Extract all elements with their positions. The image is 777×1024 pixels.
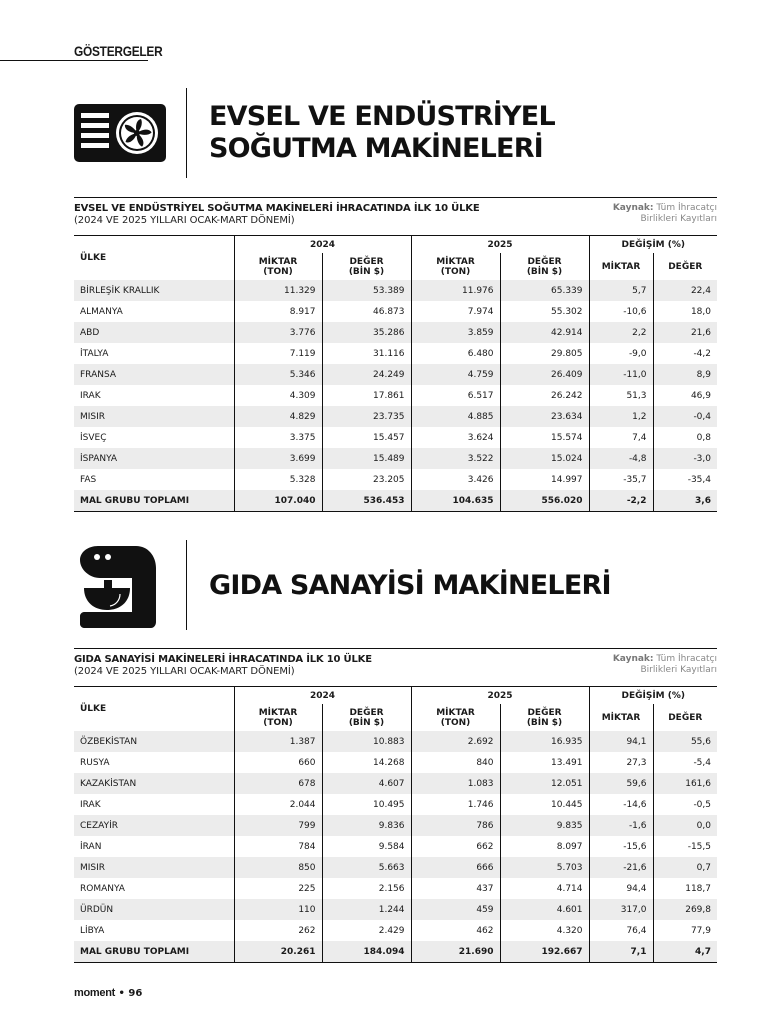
table-row	[74, 815, 717, 836]
cell-dv: 0,8	[653, 427, 717, 448]
cell-dv: 269,8	[653, 899, 717, 920]
col-val-2025	[500, 704, 589, 731]
cell-dq: 94,1	[589, 731, 653, 752]
val-label: DEĞER	[527, 256, 562, 267]
cell-q24: 678	[234, 773, 322, 794]
cell-q24: 11.329	[234, 280, 322, 301]
cell-dq: -4,8	[589, 448, 653, 469]
cell-q25: 437	[411, 878, 500, 899]
cell-q25: 1.083	[411, 773, 500, 794]
col-2025: 2025	[411, 236, 589, 254]
val-label: DEĞER	[349, 256, 384, 267]
cell-dv: -0,4	[653, 406, 717, 427]
cell-dq: 2,2	[589, 322, 653, 343]
table-row	[74, 794, 717, 815]
table-row	[74, 406, 717, 427]
cell-dq: 5,7	[589, 280, 653, 301]
divider	[186, 540, 187, 630]
cell-v25: 23.634	[500, 406, 589, 427]
cell-dq: -35,7	[589, 469, 653, 490]
cell-q24: 3.776	[234, 322, 322, 343]
table-title: GIDA SANAYİSİ MAKİNELERİ İHRACATINDA İLK 10 ÜLKE	[74, 654, 372, 665]
cell-q25: 104.635	[411, 490, 500, 512]
table-row	[74, 427, 717, 448]
cell-v24: 2.429	[322, 920, 411, 941]
cell-country: KAZAKİSTAN	[74, 773, 234, 794]
cell-v25: 26.242	[500, 385, 589, 406]
cell-v24: 53.389	[322, 280, 411, 301]
section-label: GÖSTERGELER	[74, 43, 163, 59]
cell-dv: 0,0	[653, 815, 717, 836]
cell-q25: 1.746	[411, 794, 500, 815]
cell-country: MAL GRUBU TOPLAMI	[74, 941, 234, 963]
cell-v25: 55.302	[500, 301, 589, 322]
unit-label: (TON)	[440, 266, 471, 277]
cell-q24: 4.829	[234, 406, 322, 427]
cell-country: MISIR	[74, 857, 234, 878]
qty-label: MİKTAR	[258, 256, 298, 267]
source-line-1: Tüm İhracatçı	[656, 654, 717, 664]
exports-table	[74, 235, 717, 512]
section-title: GIDA SANAYİSİ MAKİNELERİ	[209, 570, 611, 601]
cell-v25: 4.714	[500, 878, 589, 899]
cell-country: RUSYA	[80, 757, 110, 768]
footer	[74, 987, 142, 999]
cell-q25: 2.692	[411, 731, 500, 752]
cell-v25: 5.703	[500, 857, 589, 878]
cell-q25: 6.480	[411, 343, 500, 364]
cell-q25: 4.885	[411, 406, 500, 427]
cell-country: BİRLEŞİK KRALLIK	[74, 280, 234, 301]
unit-label: (TON)	[440, 717, 471, 728]
cell-dv: -3,0	[653, 448, 717, 469]
val-label: DEĞER	[527, 707, 562, 718]
cell-country: MAL GRUBU TOPLAMI	[74, 490, 234, 512]
table-subtitle: (2024 VE 2025 YILLARI OCAK-MART DÖNEMİ)	[74, 215, 295, 226]
cell-v25: 42.914	[500, 322, 589, 343]
cell-q24: 20.261	[234, 941, 322, 963]
col-qty-2025	[411, 253, 500, 280]
table-row	[74, 773, 717, 794]
cell-dv: 161,6	[653, 773, 717, 794]
cell-country: ÜRDÜN	[74, 899, 234, 920]
cell-q25: 840	[411, 752, 500, 773]
cell-v25: 10.445	[500, 794, 589, 815]
cell-v24: 46.873	[322, 301, 411, 322]
cell-country: CEZAYİR	[74, 815, 234, 836]
cell-v25: 13.491	[500, 752, 589, 773]
table-row	[74, 878, 717, 899]
cell-country: İSPANYA	[74, 448, 234, 469]
table-title: EVSEL VE ENDÜSTRİYEL SOĞUTMA MAKİNELERİ İHRACATINDA İLK 10 ÜLKE	[74, 203, 480, 214]
cell-v24: 5.663	[322, 857, 411, 878]
cell-v24: 10.495	[322, 794, 411, 815]
cell-dv: -5,4	[653, 752, 717, 773]
cell-v24: 536.453	[322, 490, 411, 512]
page-number: 96	[128, 988, 143, 999]
cell-dv: 0,7	[653, 857, 717, 878]
unit-label: (BİN $)	[348, 717, 385, 728]
cell-q24: 660	[234, 752, 322, 773]
cell-q24: 5.328	[234, 469, 322, 490]
cell-v25: 15.574	[500, 427, 589, 448]
cell-dv: 46,9	[653, 385, 717, 406]
cell-q24: 107.040	[234, 490, 322, 512]
cell-v25: 15.024	[500, 448, 589, 469]
cell-dq: -14,6	[589, 794, 653, 815]
col-change: DEĞİŞİM (%)	[589, 687, 717, 705]
cell-q24: 225	[234, 878, 322, 899]
cell-q25: 786	[411, 815, 500, 836]
table-row	[74, 857, 717, 878]
cell-dv: 18,0	[653, 301, 717, 322]
unit-label: (BİN $)	[348, 266, 385, 277]
cell-v24: 4.607	[322, 773, 411, 794]
cell-v24: 9.836	[322, 815, 411, 836]
cell-country: ABD	[74, 322, 234, 343]
cell-v24: 35.286	[322, 322, 411, 343]
cell-q25: 3.522	[411, 448, 500, 469]
cell-v25: 4.320	[500, 920, 589, 941]
cell-country: FRANSA	[74, 364, 234, 385]
col-change-qty: MİKTAR	[589, 253, 653, 280]
cell-v25: 29.805	[500, 343, 589, 364]
cell-dv: 3,6	[653, 490, 717, 512]
total-row	[74, 941, 717, 963]
cell-v24: 23.205	[322, 469, 411, 490]
cell-dv: -4,2	[653, 343, 717, 364]
cell-country: MISIR	[74, 406, 234, 427]
cell-q24: 850	[234, 857, 322, 878]
cell-q25: 21.690	[411, 941, 500, 963]
cell-v24: 31.116	[322, 343, 411, 364]
cell-dq: 27,3	[589, 752, 653, 773]
cell-q25: 666	[411, 857, 500, 878]
cell-dq: 7,4	[589, 427, 653, 448]
cell-country: ALMANYA	[80, 306, 123, 317]
cell-q25: 462	[411, 920, 500, 941]
col-val-2025	[500, 253, 589, 280]
cell-v25: 8.097	[500, 836, 589, 857]
cell-country: İSVEÇ	[80, 432, 107, 443]
source-line-1: Tüm İhracatçı	[656, 203, 717, 213]
cell-dv: 55,6	[653, 731, 717, 752]
cell-q24: 3.699	[234, 448, 322, 469]
unit-label: (BİN $)	[526, 266, 563, 277]
table-row	[74, 836, 717, 857]
table-row	[74, 385, 717, 406]
col-qty-2025	[411, 704, 500, 731]
exports-table	[74, 686, 717, 963]
cell-q25: 459	[411, 899, 500, 920]
section-rule	[0, 60, 148, 61]
cell-dq: 76,4	[589, 920, 653, 941]
section-title	[209, 101, 555, 165]
cell-v24: 184.094	[322, 941, 411, 963]
cell-q24: 1.387	[234, 731, 322, 752]
cell-dq: -21,6	[589, 857, 653, 878]
cell-country: ÖZBEKİSTAN	[74, 731, 234, 752]
cell-dq: -10,6	[589, 301, 653, 322]
col-val-2024	[322, 704, 411, 731]
air-conditioner-icon	[74, 104, 166, 162]
cell-q24: 799	[234, 815, 322, 836]
cell-q25: 662	[411, 836, 500, 857]
cell-q25: 3.859	[411, 322, 500, 343]
source-label: Kaynak:	[612, 203, 654, 213]
cell-q25: 7.974	[411, 301, 500, 322]
magazine-logo: moment	[74, 987, 115, 999]
col-change: DEĞİŞİM (%)	[589, 236, 717, 254]
col-qty-2024	[234, 253, 322, 280]
cell-dq: 1,2	[589, 406, 653, 427]
cell-v24: 23.735	[322, 406, 411, 427]
cell-dv: 118,7	[653, 878, 717, 899]
cell-v24: 2.156	[322, 878, 411, 899]
cell-v24: 17.861	[322, 385, 411, 406]
cell-q24: 2.044	[234, 794, 322, 815]
cell-v25: 4.601	[500, 899, 589, 920]
table-row	[74, 280, 717, 301]
cell-v24: 15.489	[322, 448, 411, 469]
cell-q25: 3.624	[411, 427, 500, 448]
cell-q24: 7.119	[234, 343, 322, 364]
divider	[186, 88, 187, 178]
cell-q24: 5.346	[234, 364, 322, 385]
cell-q24: 784	[234, 836, 322, 857]
cell-dq: -15,6	[589, 836, 653, 857]
cell-dq: 317,0	[589, 899, 653, 920]
table-subtitle: (2024 VE 2025 YILLARI OCAK-MART DÖNEMİ)	[74, 666, 295, 677]
stand-mixer-icon	[80, 546, 156, 628]
cell-v24: 9.584	[322, 836, 411, 857]
cell-dv: -15,5	[653, 836, 717, 857]
cell-q24: 8.917	[234, 301, 322, 322]
cell-v25: 14.997	[500, 469, 589, 490]
col-change-val: DEĞER	[653, 704, 717, 731]
cell-v25: 12.051	[500, 773, 589, 794]
cell-q25: 11.976	[411, 280, 500, 301]
cell-country: IRAK	[80, 390, 101, 401]
cell-dv: 21,6	[653, 322, 717, 343]
cell-v25: 192.667	[500, 941, 589, 963]
source-label: Kaynak:	[612, 654, 654, 664]
qty-label: MİKTAR	[258, 707, 298, 718]
cell-country: İTALYA	[80, 348, 109, 359]
table-row	[74, 322, 717, 343]
separator: •	[118, 988, 125, 999]
cell-country: IRAK	[80, 799, 101, 810]
cell-q24: 110	[234, 899, 322, 920]
cell-country: İRAN	[80, 841, 102, 852]
col-change-val: DEĞER	[653, 253, 717, 280]
col-val-2024	[322, 253, 411, 280]
col-2024: 2024	[234, 687, 411, 705]
cell-dv: 4,7	[653, 941, 717, 963]
unit-label: (BİN $)	[526, 717, 563, 728]
table-row	[74, 301, 717, 322]
cell-q25: 6.517	[411, 385, 500, 406]
cell-dq: 59,6	[589, 773, 653, 794]
cell-q25: 3.426	[411, 469, 500, 490]
cell-dq: 94,4	[589, 878, 653, 899]
total-row	[74, 490, 717, 512]
cell-v24: 1.244	[322, 899, 411, 920]
source-note	[613, 203, 717, 225]
cell-v25: 16.935	[500, 731, 589, 752]
col-country: ÜLKE	[80, 704, 107, 714]
cell-v24: 24.249	[322, 364, 411, 385]
cell-country: ROMANYA	[80, 883, 125, 894]
cell-q24: 262	[234, 920, 322, 941]
cell-dq: -9,0	[589, 343, 653, 364]
source-line-2: Birlikleri Kayıtları	[640, 214, 717, 224]
cell-dq: 51,3	[589, 385, 653, 406]
cell-dq: 7,1	[589, 941, 653, 963]
rule	[74, 197, 717, 198]
source-line-2: Birlikleri Kayıtları	[640, 665, 717, 675]
cell-dv: 77,9	[653, 920, 717, 941]
val-label: DEĞER	[349, 707, 384, 718]
unit-label: (TON)	[263, 266, 293, 277]
table-row	[74, 343, 717, 364]
cell-dv: -35,4	[653, 469, 717, 490]
hero-food-machinery	[74, 540, 734, 632]
cell-v24: 15.457	[322, 427, 411, 448]
cell-q24: 3.375	[234, 427, 322, 448]
col-country: ÜLKE	[80, 253, 107, 263]
cell-dv: 22,4	[653, 280, 717, 301]
title-line-2: SOĞUTMA MAKİNELERİ	[209, 133, 543, 164]
cell-q25: 4.759	[411, 364, 500, 385]
col-2025: 2025	[411, 687, 589, 705]
cell-country: FAS	[80, 474, 97, 485]
cell-dv: 8,9	[653, 364, 717, 385]
table-row	[74, 899, 717, 920]
col-qty-2024	[234, 704, 322, 731]
cell-v25: 26.409	[500, 364, 589, 385]
cell-v24: 10.883	[322, 731, 411, 752]
cell-country: LİBYA	[80, 925, 105, 936]
cell-v25: 9.835	[500, 815, 589, 836]
cell-dq: -11,0	[589, 364, 653, 385]
cell-v24: 14.268	[322, 752, 411, 773]
cell-v25: 65.339	[500, 280, 589, 301]
table-row	[74, 448, 717, 469]
qty-label: MİKTAR	[436, 707, 475, 718]
hero-refrigeration	[74, 88, 734, 180]
cell-dq: -2,2	[589, 490, 653, 512]
col-change-qty: MİKTAR	[589, 704, 653, 731]
table-row	[74, 920, 717, 941]
col-2024: 2024	[234, 236, 411, 254]
table-row	[74, 731, 717, 752]
title-line-1: EVSEL VE ENDÜSTRİYEL	[209, 101, 555, 132]
cell-q24: 4.309	[234, 385, 322, 406]
source-note	[613, 654, 717, 676]
table-row	[74, 469, 717, 490]
rule	[74, 648, 717, 649]
unit-label: (TON)	[263, 717, 293, 728]
cell-v25: 556.020	[500, 490, 589, 512]
cell-dv: -0,5	[653, 794, 717, 815]
cell-dq: -1,6	[589, 815, 653, 836]
table-row	[74, 364, 717, 385]
qty-label: MİKTAR	[436, 256, 475, 267]
table-row	[74, 752, 717, 773]
